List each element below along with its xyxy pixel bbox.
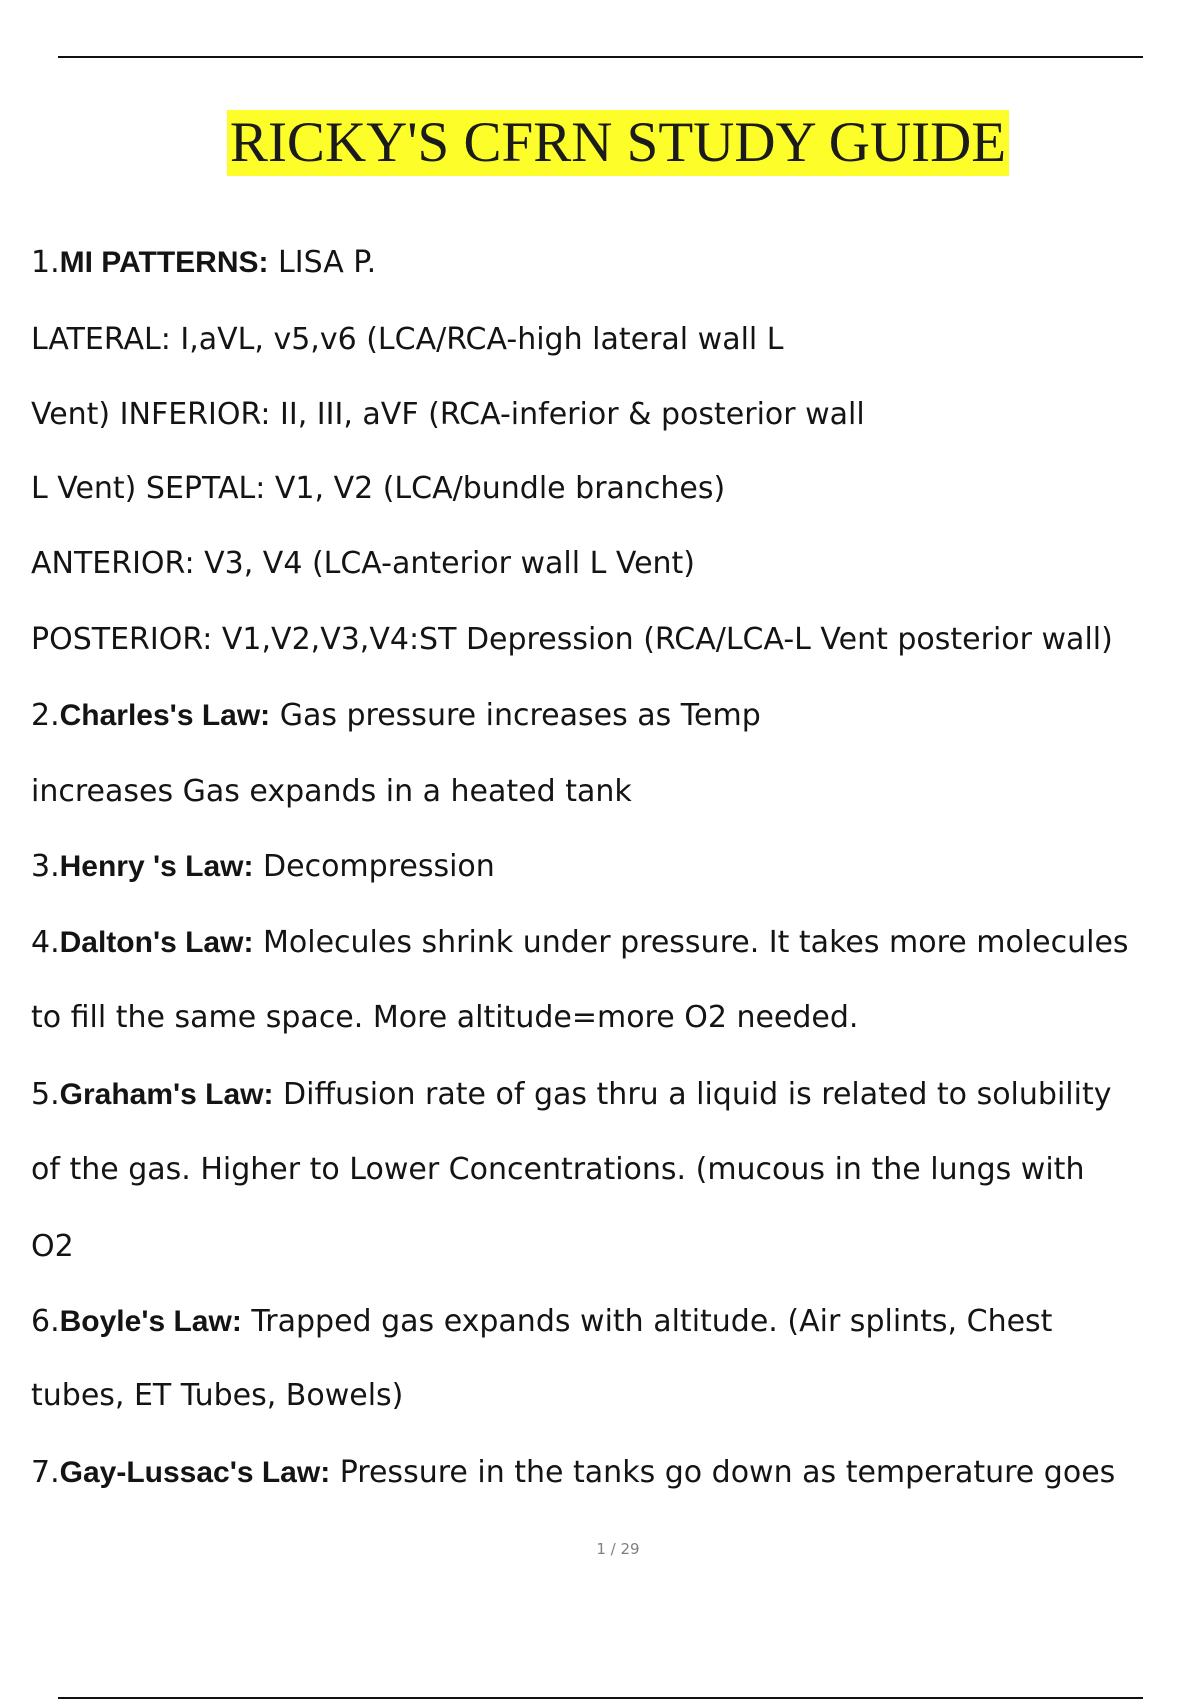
item-term: Henry 's Law: xyxy=(59,850,254,883)
item-term: Graham's Law: xyxy=(59,1078,274,1111)
top-rule xyxy=(58,56,1143,58)
item-term: MI PATTERNS: xyxy=(59,246,269,279)
document-title: RICKY'S CFRN STUDY GUIDE xyxy=(227,110,1009,176)
item-number: 3. xyxy=(31,849,60,884)
item-text: Decompression xyxy=(253,849,495,884)
item-number: 7. xyxy=(31,1455,60,1490)
graham-continuation: of the gas. Higher to Lower Concentrations. (mucous in the lungs with xyxy=(31,1152,1085,1187)
list-item xyxy=(31,1455,1115,1491)
boyle-continuation: tubes, ET Tubes, Bowels) xyxy=(31,1378,404,1413)
charles-continuation: increases Gas expands in a heated tank xyxy=(31,774,632,809)
item-term: Boyle's Law: xyxy=(59,1305,242,1338)
mi-line-septal: L Vent) SEPTAL: V1, V2 (LCA/bundle branches) xyxy=(31,471,726,506)
item-number: 5. xyxy=(31,1077,60,1112)
item-term: Charles's Law: xyxy=(59,699,271,732)
item-term: Dalton's Law: xyxy=(59,926,254,959)
item-number: 1. xyxy=(31,245,60,280)
item-text: Diffusion rate of gas thru a liquid is related to solubility xyxy=(273,1077,1112,1112)
item-text: Molecules shrink under pressure. It takes more molecules xyxy=(253,925,1129,960)
bottom-rule xyxy=(58,1697,1143,1699)
list-item xyxy=(31,698,761,734)
item-number: 2. xyxy=(31,698,60,733)
list-item xyxy=(31,925,1129,961)
list-item xyxy=(31,245,376,281)
item-term: Gay-Lussac's Law: xyxy=(59,1456,331,1489)
mi-line-posterior: POSTERIOR: V1,V2,V3,V4:ST Depression (RCA/LCA-L Vent posterior wall) xyxy=(31,622,1113,657)
item-number: 6. xyxy=(31,1304,60,1339)
item-number: 4. xyxy=(31,925,60,960)
graham-continuation: O2 xyxy=(31,1229,74,1264)
item-text: Gas pressure increases as Temp xyxy=(270,698,761,733)
mi-line-inferior: Vent) INFERIOR: II, III, aVF (RCA-inferior & posterior wall xyxy=(31,397,865,432)
title-container xyxy=(0,110,1200,176)
mi-line-lateral: LATERAL: I,aVL, v5,v6 (LCA/RCA-high lateral wall L xyxy=(31,322,784,357)
list-item xyxy=(31,1304,1052,1340)
list-item xyxy=(31,849,495,885)
dalton-continuation: to fill the same space. More altitude=more O2 needed. xyxy=(31,1000,859,1035)
page-number: 1 / 29 xyxy=(596,1540,640,1558)
mi-line-anterior: ANTERIOR: V3, V4 (LCA-anterior wall L Vent) xyxy=(31,546,696,581)
list-item xyxy=(31,1077,1111,1113)
item-text: Trapped gas expands with altitude. (Air splints, Chest xyxy=(241,1304,1053,1339)
item-text: LISA P. xyxy=(268,245,377,280)
item-text: Pressure in the tanks go down as temperature goes xyxy=(330,1455,1116,1490)
